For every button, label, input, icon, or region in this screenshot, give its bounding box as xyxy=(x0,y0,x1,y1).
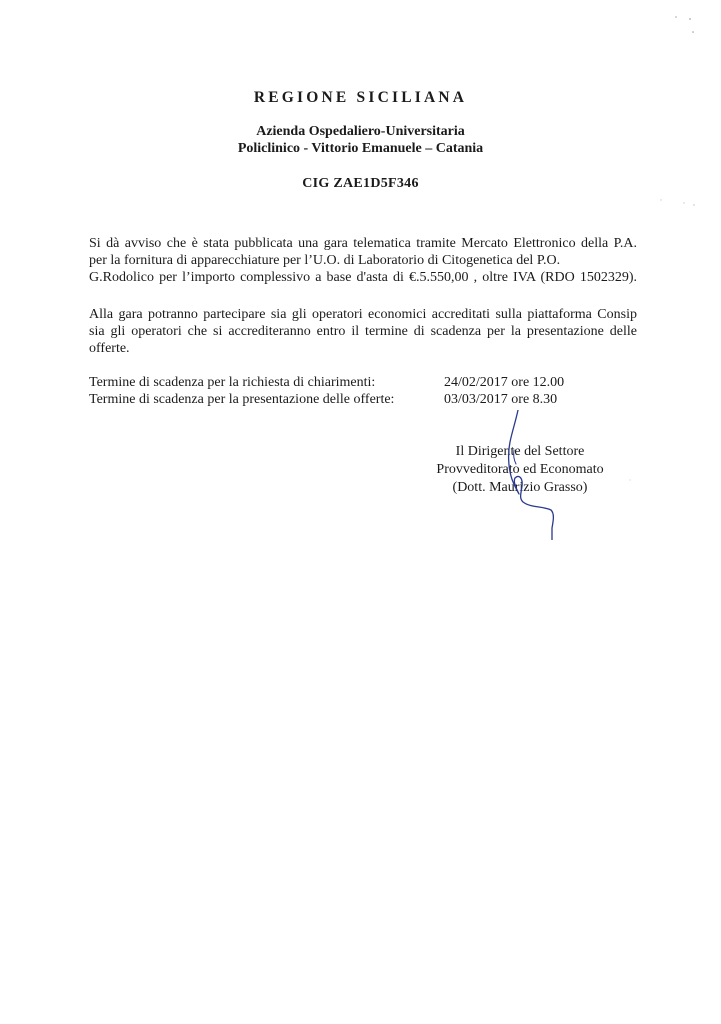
paragraph-line: Alla gara potranno partecipare sia gli operatori economici accreditati sulla piattaforma Consip xyxy=(89,307,637,322)
participation-paragraph xyxy=(89,306,637,358)
deadline-clarifications-label: Termine di scadenza per la richiesta di chiarimenti: xyxy=(89,375,376,390)
hospital-name-line2: Policlinico - Vittorio Emanuele – Catania xyxy=(237,141,484,156)
cig-code: CIG ZAE1D5F346 xyxy=(302,176,419,191)
deadline-offers-date: 03/03/2017 ore 8.30 xyxy=(444,392,558,407)
handwritten-signature xyxy=(495,410,575,540)
paragraph-line: Si dà avviso che è stata pubblicata una gara telematica tramite Mercato Elettronico della P.A. xyxy=(89,236,637,251)
paragraph-line: per la fornitura di apparecchiature per l’U.O. di Laboratorio di Citogenetica del P.O. xyxy=(89,253,561,269)
deadline-offers-label: Termine di scadenza per la presentazione delle offerte: xyxy=(89,392,395,407)
region-title: REGIONE SICILIANA xyxy=(253,89,468,106)
signatory-role: Il Dirigente del Settore xyxy=(455,444,585,459)
paragraph-line: sia gli operatori che si accrediteranno entro il termine di scadenza per la presentazione delle xyxy=(89,324,637,340)
paragraph-line: G.Rodolico per l’importo complessivo a base d'asta di €.5.550,00 , oltre IVA (RDO 1502329). xyxy=(89,270,637,286)
notice-paragraph xyxy=(89,235,637,287)
hospital-name-line1: Azienda Ospedaliero-Universitaria xyxy=(256,124,465,139)
paragraph-line: offerte. xyxy=(89,341,130,357)
deadline-clarifications-date: 24/02/2017 ore 12.00 xyxy=(444,375,565,390)
signatory-name: (Dott. Maurizio Grasso) xyxy=(452,480,588,495)
signatory-department: Provveditorato ed Economato xyxy=(436,462,604,477)
